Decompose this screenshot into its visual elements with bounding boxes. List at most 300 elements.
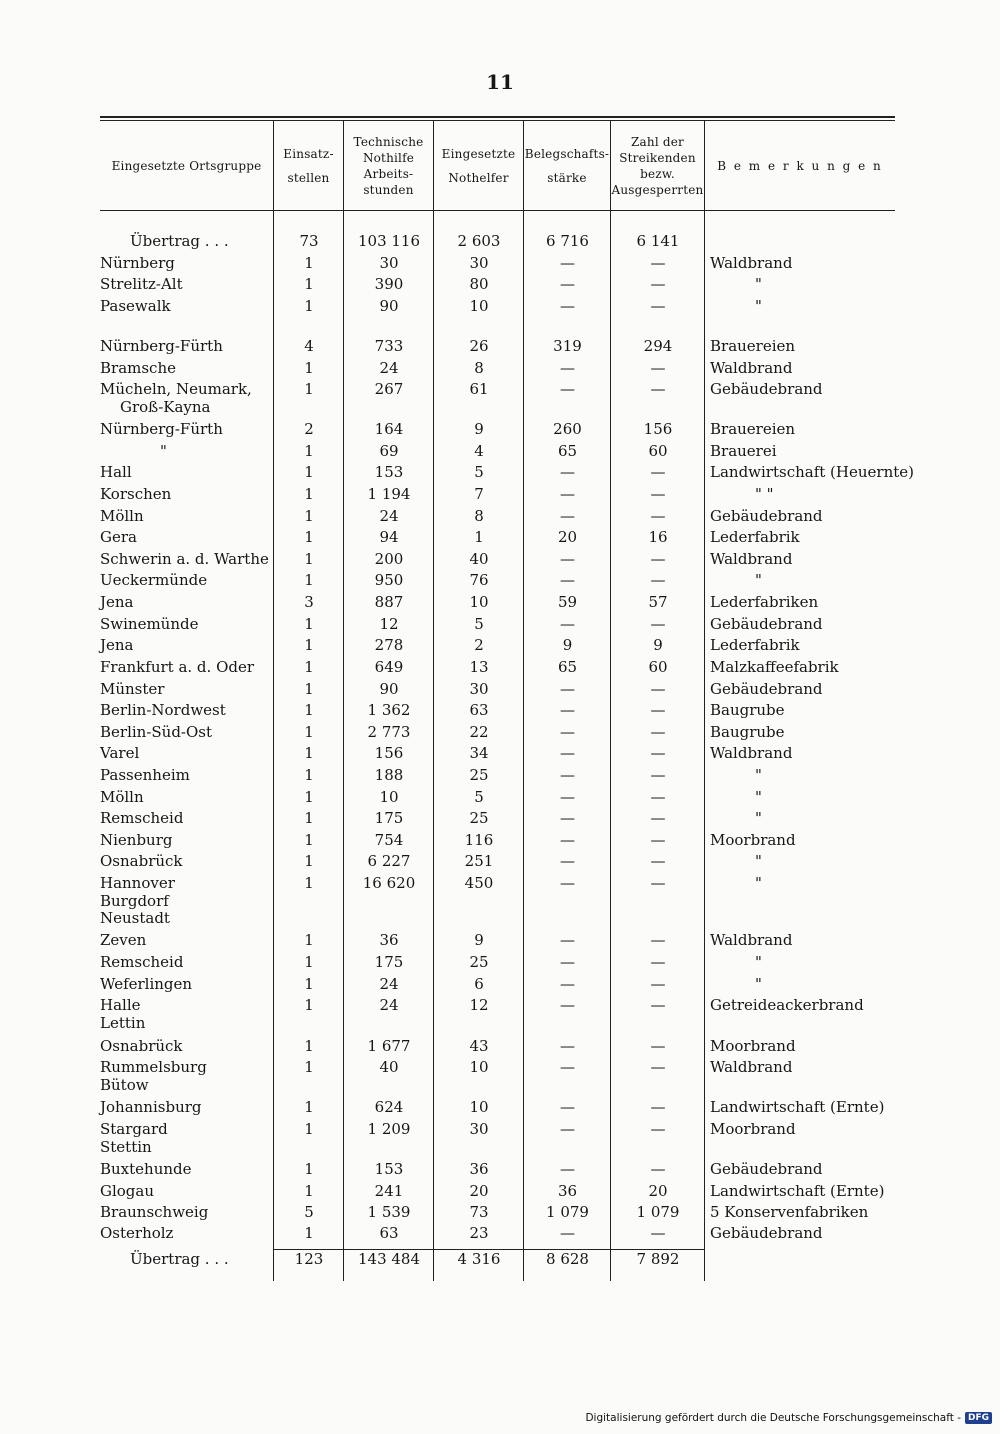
nothelfer-cell: 10 [469, 1098, 489, 1116]
ortsgruppe-text: Stettin [100, 1137, 152, 1156]
einsatzstellen-cell: 1 [304, 723, 314, 741]
ortsgruppe-text: Johannisburg [100, 1098, 202, 1116]
belegschaft-cell: 8 628 [546, 1250, 589, 1268]
header-streikende: Zahl der Streikenden bezw. Ausgesperrten [611, 135, 704, 197]
arbeitsstunden-cell: 103 116 [357, 232, 421, 250]
header-einsatzstellen: Einsatz- stellen [283, 147, 334, 185]
bemerkung-cell: Gebäudebrand [710, 1160, 823, 1178]
belegschaft-cell: — [560, 1098, 575, 1116]
bemerkung-cell: Landwirtschaft (Heuernte) [710, 463, 914, 481]
ortsgruppe-text: Osterholz [100, 1224, 174, 1242]
ortsgruppe-cell [100, 1161, 270, 1179]
belegschaft-cell: — [560, 744, 575, 762]
page-number: 11 [486, 70, 514, 94]
streikende-cell: 156 [643, 420, 673, 438]
arbeitsstunden-cell: 63 [379, 1224, 399, 1242]
ortsgruppe-cell [100, 551, 270, 569]
arbeitsstunden-cell: 40 [379, 1058, 399, 1076]
belegschaft-cell: — [560, 996, 575, 1014]
ortsgruppe-text: Passenheim [100, 766, 190, 784]
bemerkung-cell: Gebäudebrand [710, 615, 823, 633]
bemerkung-cell: Moorbrand [710, 831, 796, 849]
header-bottom-rule [100, 210, 895, 211]
arbeitsstunden-cell: 6 227 [367, 852, 411, 870]
ortsgruppe-cell [100, 298, 270, 316]
streikende-cell: — [650, 931, 666, 949]
ortsgruppe-cell [100, 976, 270, 994]
belegschaft-cell: 59 [557, 593, 578, 611]
bemerkung-cell: Gebäudebrand [710, 1224, 823, 1242]
ortsgruppe-text: Lettin [100, 1013, 146, 1032]
ortsgruppe-text: Zeven [100, 931, 147, 949]
belegschaft-cell: 20 [557, 528, 578, 546]
belegschaft-cell: — [560, 1058, 575, 1076]
ortsgruppe-text: Nürnberg [100, 254, 175, 272]
belegschaft-cell: 260 [553, 420, 582, 438]
einsatzstellen-cell: 1 [304, 931, 314, 949]
einsatzstellen-cell: 1 [304, 680, 314, 698]
belegschaft-cell: — [560, 1120, 575, 1138]
ortsgruppe-text: Nienburg [100, 831, 173, 849]
bemerkung-cell: Gebäudebrand [710, 380, 823, 398]
arbeitsstunden-cell: 649 [374, 658, 404, 676]
bemerkung-cell: Lederfabriken [710, 593, 819, 611]
einsatzstellen-cell: 1 [304, 996, 314, 1014]
nothelfer-cell: 36 [469, 1160, 489, 1178]
einsatzstellen-cell: 1 [304, 615, 314, 633]
nothelfer-cell: 34 [469, 744, 489, 762]
streikende-cell: 57 [648, 593, 668, 611]
bemerkung-cell: " [755, 953, 762, 971]
arbeitsstunden-cell: 267 [374, 380, 404, 398]
arbeitsstunden-cell: 1 539 [367, 1203, 411, 1221]
streikende-cell: 1 079 [636, 1203, 680, 1221]
bemerkung-cell: Moorbrand [710, 1037, 796, 1055]
einsatzstellen-cell: 1 [304, 1120, 314, 1138]
nothelfer-cell: 26 [469, 337, 489, 355]
ortsgruppe-cell [100, 1251, 270, 1269]
ortsgruppe-text: Mölln [100, 507, 144, 525]
einsatzstellen-cell: 1 [304, 975, 314, 993]
belegschaft-cell: — [560, 788, 575, 806]
nothelfer-cell: 80 [469, 275, 489, 293]
belegschaft-cell: — [560, 831, 575, 849]
ortsgruppe-text: Übertrag . . . [130, 1250, 229, 1268]
ortsgruppe-cell [100, 338, 270, 356]
bemerkung-cell: " [755, 975, 762, 993]
arbeitsstunden-cell: 390 [374, 275, 404, 293]
streikende-cell: — [650, 507, 666, 525]
ortsgruppe-text: Braunschweig [100, 1203, 209, 1221]
streikende-cell: — [650, 975, 666, 993]
belegschaft-cell: — [560, 254, 575, 272]
bemerkung-cell: 5 Konservenfabriken [710, 1203, 869, 1221]
streikende-cell: 16 [648, 528, 668, 546]
streikende-cell: — [650, 766, 666, 784]
ortsgruppe-text: Bütow [100, 1075, 149, 1094]
arbeitsstunden-cell: 1 362 [367, 701, 411, 719]
streikende-cell: — [650, 831, 666, 849]
arbeitsstunden-cell: 90 [379, 297, 399, 315]
ortsgruppe-cell [100, 1038, 270, 1056]
ortsgruppe-cell [100, 464, 270, 482]
belegschaft-cell: — [560, 723, 575, 741]
belegschaft-cell: 65 [557, 442, 578, 460]
streikende-cell: — [650, 571, 666, 589]
einsatzstellen-cell: 1 [304, 571, 314, 589]
streikende-cell: — [650, 254, 666, 272]
einsatzstellen-cell: 1 [304, 658, 314, 676]
nothelfer-cell: 1 [474, 528, 484, 546]
belegschaft-cell: — [560, 485, 575, 503]
einsatzstellen-cell: 1 [304, 1037, 314, 1055]
bemerkung-cell: " [755, 766, 762, 784]
arbeitsstunden-cell: 153 [374, 463, 404, 481]
ortsgruppe-text: Remscheid [100, 953, 184, 971]
ortsgruppe-cell [100, 381, 270, 416]
ortsgruppe-cell [100, 832, 270, 850]
streikende-cell: — [650, 1224, 666, 1242]
belegschaft-cell: — [560, 463, 575, 481]
streikende-cell: — [650, 788, 666, 806]
belegschaft-cell: 319 [553, 337, 582, 355]
ortsgruppe-text: Strelitz-Alt [100, 275, 183, 293]
bemerkung-cell: " [755, 809, 762, 827]
header-nothelfer: Eingesetzte Nothelfer [441, 147, 516, 185]
ortsgruppe-cell [100, 954, 270, 972]
arbeitsstunden-cell: 24 [379, 359, 399, 377]
arbeitsstunden-cell: 24 [379, 996, 399, 1014]
streikende-cell: — [650, 359, 666, 377]
ortsgruppe-cell [100, 1204, 270, 1222]
bemerkung-cell: " [755, 571, 762, 589]
einsatzstellen-cell: 1 [304, 831, 314, 849]
ortsgruppe-cell [100, 508, 270, 526]
nothelfer-cell: 251 [464, 852, 494, 870]
streikende-cell: 20 [648, 1182, 668, 1200]
ortsgruppe-text: Korschen [100, 485, 172, 503]
belegschaft-cell: — [560, 571, 575, 589]
streikende-cell: — [650, 680, 666, 698]
ortsgruppe-text: Gera [100, 528, 137, 546]
column-divider [433, 121, 434, 1281]
ortsgruppe-cell [100, 810, 270, 828]
bemerkung-cell: Waldbrand [710, 254, 793, 272]
ortsgruppe-text: Übertrag . . . [130, 232, 229, 250]
ortsgruppe-text: Bramsche [100, 359, 176, 377]
streikende-cell: 9 [653, 636, 663, 654]
bemerkung-cell: Getreideackerbrand [710, 996, 864, 1014]
streikende-cell: — [650, 1098, 666, 1116]
nothelfer-cell: 8 [474, 359, 484, 377]
belegschaft-cell: — [560, 507, 575, 525]
arbeitsstunden-cell: 69 [379, 442, 399, 460]
top-double-rule [100, 116, 895, 118]
header-arbeitsstunden: Technische Nothilfe Arbeits- stunden [353, 135, 424, 197]
streikende-cell: 294 [643, 337, 673, 355]
column-divider [704, 121, 705, 1281]
einsatzstellen-cell: 1 [304, 1160, 314, 1178]
bemerkung-cell: Baugrube [710, 723, 785, 741]
ortsgruppe-text: Nürnberg-Fürth [100, 420, 223, 438]
belegschaft-cell: — [560, 809, 575, 827]
ortsgruppe-text: Ueckermünde [100, 571, 208, 589]
arbeitsstunden-cell: 754 [374, 831, 404, 849]
bemerkung-cell: Lederfabrik [710, 528, 800, 546]
nothelfer-cell: 10 [469, 1058, 489, 1076]
header-bemerkungen: B e m e r k u n g e n [717, 159, 883, 173]
header-belegschaft: Belegschafts- stärke [524, 147, 610, 185]
arbeitsstunden-cell: 733 [374, 337, 404, 355]
arbeitsstunden-cell: 30 [379, 254, 399, 272]
column-divider [610, 121, 611, 1281]
ortsgruppe-cell [100, 233, 270, 251]
nothelfer-cell: 61 [469, 380, 489, 398]
nothelfer-cell: 4 [474, 442, 484, 460]
einsatzstellen-cell: 73 [299, 232, 319, 250]
arbeitsstunden-cell: 10 [379, 788, 399, 806]
ortsgruppe-text: Jena [100, 636, 134, 654]
bemerkung-cell: " [755, 874, 762, 892]
einsatzstellen-cell: 1 [304, 744, 314, 762]
streikende-cell: — [650, 744, 666, 762]
arbeitsstunden-cell: 175 [374, 809, 404, 827]
einsatzstellen-cell: 1 [304, 380, 314, 398]
einsatzstellen-cell: 123 [294, 1250, 324, 1268]
einsatzstellen-cell: 1 [304, 275, 314, 293]
einsatzstellen-cell: 1 [304, 485, 314, 503]
ortsgruppe-cell [100, 1059, 270, 1094]
ortsgruppe-text: Rummelsburg [100, 1058, 207, 1076]
ortsgruppe-text: Münster [100, 680, 165, 698]
bemerkung-cell: Waldbrand [710, 1058, 793, 1076]
bemerkung-cell: Gebäudebrand [710, 507, 823, 525]
arbeitsstunden-cell: 36 [379, 931, 399, 949]
belegschaft-cell: — [560, 852, 575, 870]
arbeitsstunden-cell: 1 677 [367, 1037, 411, 1055]
ortsgruppe-text: Remscheid [100, 809, 184, 827]
belegschaft-cell: — [560, 550, 575, 568]
belegschaft-cell: — [560, 975, 575, 993]
streikende-cell: — [650, 701, 666, 719]
belegschaft-cell: — [560, 1224, 575, 1242]
ortsgruppe-cell [100, 421, 270, 439]
ortsgruppe-text: Glogau [100, 1182, 155, 1200]
column-divider [343, 121, 344, 1281]
arbeitsstunden-cell: 143 484 [357, 1250, 421, 1268]
arbeitsstunden-cell: 94 [379, 528, 399, 546]
arbeitsstunden-cell: 188 [374, 766, 404, 784]
nothelfer-cell: 7 [474, 485, 484, 503]
ortsgruppe-text: Halle [100, 996, 141, 1014]
nothelfer-cell: 450 [464, 874, 494, 892]
ortsgruppe-text: Groß-Kayna [120, 397, 211, 416]
nothelfer-cell: 5 [474, 788, 484, 806]
bemerkung-cell: Malzkaffeefabrik [710, 658, 839, 676]
ortsgruppe-cell [100, 853, 270, 871]
streikende-cell: — [650, 1160, 666, 1178]
nothelfer-cell: 25 [469, 809, 489, 827]
nothelfer-cell: 10 [469, 593, 489, 611]
belegschaft-cell: — [560, 680, 575, 698]
ortsgruppe-cell [100, 875, 270, 928]
belegschaft-cell: — [560, 1037, 575, 1055]
einsatzstellen-cell: 1 [304, 953, 314, 971]
ortsgruppe-cell [100, 276, 270, 294]
ortsgruppe-text: Hall [100, 463, 132, 481]
nothelfer-cell: 6 [474, 975, 484, 993]
bemerkung-cell: Waldbrand [710, 359, 793, 377]
einsatzstellen-cell: 1 [304, 297, 314, 315]
belegschaft-cell: — [560, 766, 575, 784]
arbeitsstunden-cell: 950 [374, 571, 404, 589]
belegschaft-cell: 65 [557, 658, 578, 676]
einsatzstellen-cell: 1 [304, 463, 314, 481]
footer-credit [585, 1412, 992, 1424]
ortsgruppe-cell [100, 681, 270, 699]
einsatzstellen-cell: 1 [304, 1058, 314, 1076]
bemerkung-cell: Landwirtschaft (Ernte) [710, 1098, 885, 1116]
nothelfer-cell: 9 [474, 420, 484, 438]
ortsgruppe-text: Stargard [100, 1120, 168, 1138]
arbeitsstunden-cell: 624 [374, 1098, 404, 1116]
streikende-cell: — [650, 852, 666, 870]
ortsgruppe-cell [100, 724, 270, 742]
nothelfer-cell: 4 316 [457, 1250, 501, 1268]
streikende-cell: 7 892 [636, 1250, 680, 1268]
nothelfer-cell: 22 [469, 723, 489, 741]
streikende-cell: — [650, 380, 666, 398]
ortsgruppe-cell [100, 745, 270, 763]
einsatzstellen-cell: 1 [304, 528, 314, 546]
ortsgruppe-cell [100, 1225, 270, 1243]
einsatzstellen-cell: 1 [304, 701, 314, 719]
bemerkung-cell: " [755, 297, 762, 315]
bemerkung-cell: Waldbrand [710, 550, 793, 568]
belegschaft-cell: 36 [557, 1182, 578, 1200]
arbeitsstunden-cell: 175 [374, 953, 404, 971]
ortsgruppe-text: Osnabrück [100, 852, 183, 870]
nothelfer-cell: 25 [469, 953, 489, 971]
nothelfer-cell: 13 [469, 658, 489, 676]
ortsgruppe-text: Nürnberg-Fürth [100, 337, 223, 355]
einsatzstellen-cell: 4 [304, 337, 314, 355]
ortsgruppe-text: Jena [100, 593, 134, 611]
streikende-cell: — [650, 953, 666, 971]
nothelfer-cell: 5 [474, 615, 484, 633]
ortsgruppe-text: Mücheln, Neumark, [100, 380, 252, 398]
nothelfer-cell: 10 [469, 297, 489, 315]
streikende-cell: — [650, 996, 666, 1014]
streikende-cell: — [650, 463, 666, 481]
belegschaft-cell: — [560, 701, 575, 719]
nothelfer-cell: 63 [469, 701, 489, 719]
nothelfer-cell: 2 603 [457, 232, 501, 250]
arbeitsstunden-cell: 241 [374, 1182, 404, 1200]
nothelfer-cell: 30 [469, 254, 489, 272]
bemerkung-cell: Brauereien [710, 337, 796, 355]
belegschaft-cell: — [560, 874, 575, 892]
nothelfer-cell: 25 [469, 766, 489, 784]
ortsgruppe-cell [100, 702, 270, 720]
einsatzstellen-cell: 1 [304, 550, 314, 568]
ortsgruppe-cell [100, 659, 270, 677]
einsatzstellen-cell: 2 [304, 420, 314, 438]
belegschaft-cell: — [560, 275, 575, 293]
ortsgruppe-text: Mölln [100, 788, 144, 806]
einsatzstellen-cell: 1 [304, 1098, 314, 1116]
streikende-cell: — [650, 615, 666, 633]
ortsgruppe-text: Osnabrück [100, 1037, 183, 1055]
streikende-cell: — [650, 297, 666, 315]
ortsgruppe-text: Berlin-Nordwest [100, 701, 226, 719]
ortsgruppe-text: Swinemünde [100, 615, 199, 633]
ortsgruppe-text: Varel [100, 744, 140, 762]
dfg-logo: DFG [965, 1412, 992, 1424]
bemerkung-cell: " [755, 788, 762, 806]
nothelfer-cell: 23 [469, 1224, 489, 1242]
ortsgruppe-text: " [160, 442, 167, 460]
ortsgruppe-cell [100, 529, 270, 547]
footer-text: Digitalisierung gefördert durch die Deutsche Forschungsgemeinschaft - [585, 1412, 961, 1424]
streikende-cell: — [650, 723, 666, 741]
nothelfer-cell: 12 [469, 996, 489, 1014]
streikende-cell: — [650, 874, 666, 892]
ortsgruppe-cell [100, 255, 270, 273]
arbeitsstunden-cell: 164 [374, 420, 404, 438]
nothelfer-cell: 76 [469, 571, 489, 589]
streikende-cell: 6 141 [636, 232, 680, 250]
arbeitsstunden-cell: 200 [374, 550, 404, 568]
einsatzstellen-cell: 1 [304, 359, 314, 377]
ortsgruppe-cell [100, 1183, 270, 1201]
ortsgruppe-text: Schwerin a. d. Warthe [100, 550, 269, 568]
belegschaft-cell: — [560, 297, 575, 315]
bemerkung-cell: Waldbrand [710, 744, 793, 762]
nothelfer-cell: 43 [469, 1037, 489, 1055]
column-divider [523, 121, 524, 1281]
nothelfer-cell: 73 [469, 1203, 489, 1221]
streikende-cell: 60 [648, 442, 668, 460]
einsatzstellen-cell: 1 [304, 636, 314, 654]
einsatzstellen-cell: 5 [304, 1203, 314, 1221]
bemerkung-cell: Brauereien [710, 420, 796, 438]
arbeitsstunden-cell: 16 620 [362, 874, 416, 892]
einsatzstellen-cell: 1 [304, 852, 314, 870]
ortsgruppe-cell [100, 616, 270, 634]
ortsgruppe-cell [100, 443, 270, 461]
ortsgruppe-cell [100, 637, 270, 655]
arbeitsstunden-cell: 12 [379, 615, 399, 633]
einsatzstellen-cell: 1 [304, 254, 314, 272]
arbeitsstunden-cell: 90 [379, 680, 399, 698]
nothelfer-cell: 5 [474, 463, 484, 481]
ortsgruppe-text: Buxtehunde [100, 1160, 192, 1178]
belegschaft-cell: — [560, 1160, 575, 1178]
belegschaft-cell: — [560, 615, 575, 633]
einsatzstellen-cell: 1 [304, 1182, 314, 1200]
ortsgruppe-cell [100, 572, 270, 590]
bemerkung-cell: Lederfabrik [710, 636, 800, 654]
einsatzstellen-cell: 1 [304, 1224, 314, 1242]
ortsgruppe-text: Burgdorf [100, 891, 169, 910]
arbeitsstunden-cell: 24 [379, 975, 399, 993]
streikende-cell: — [650, 1120, 666, 1138]
arbeitsstunden-cell: 278 [374, 636, 404, 654]
arbeitsstunden-cell: 156 [374, 744, 404, 762]
column-divider [273, 121, 274, 1281]
einsatzstellen-cell: 1 [304, 442, 314, 460]
